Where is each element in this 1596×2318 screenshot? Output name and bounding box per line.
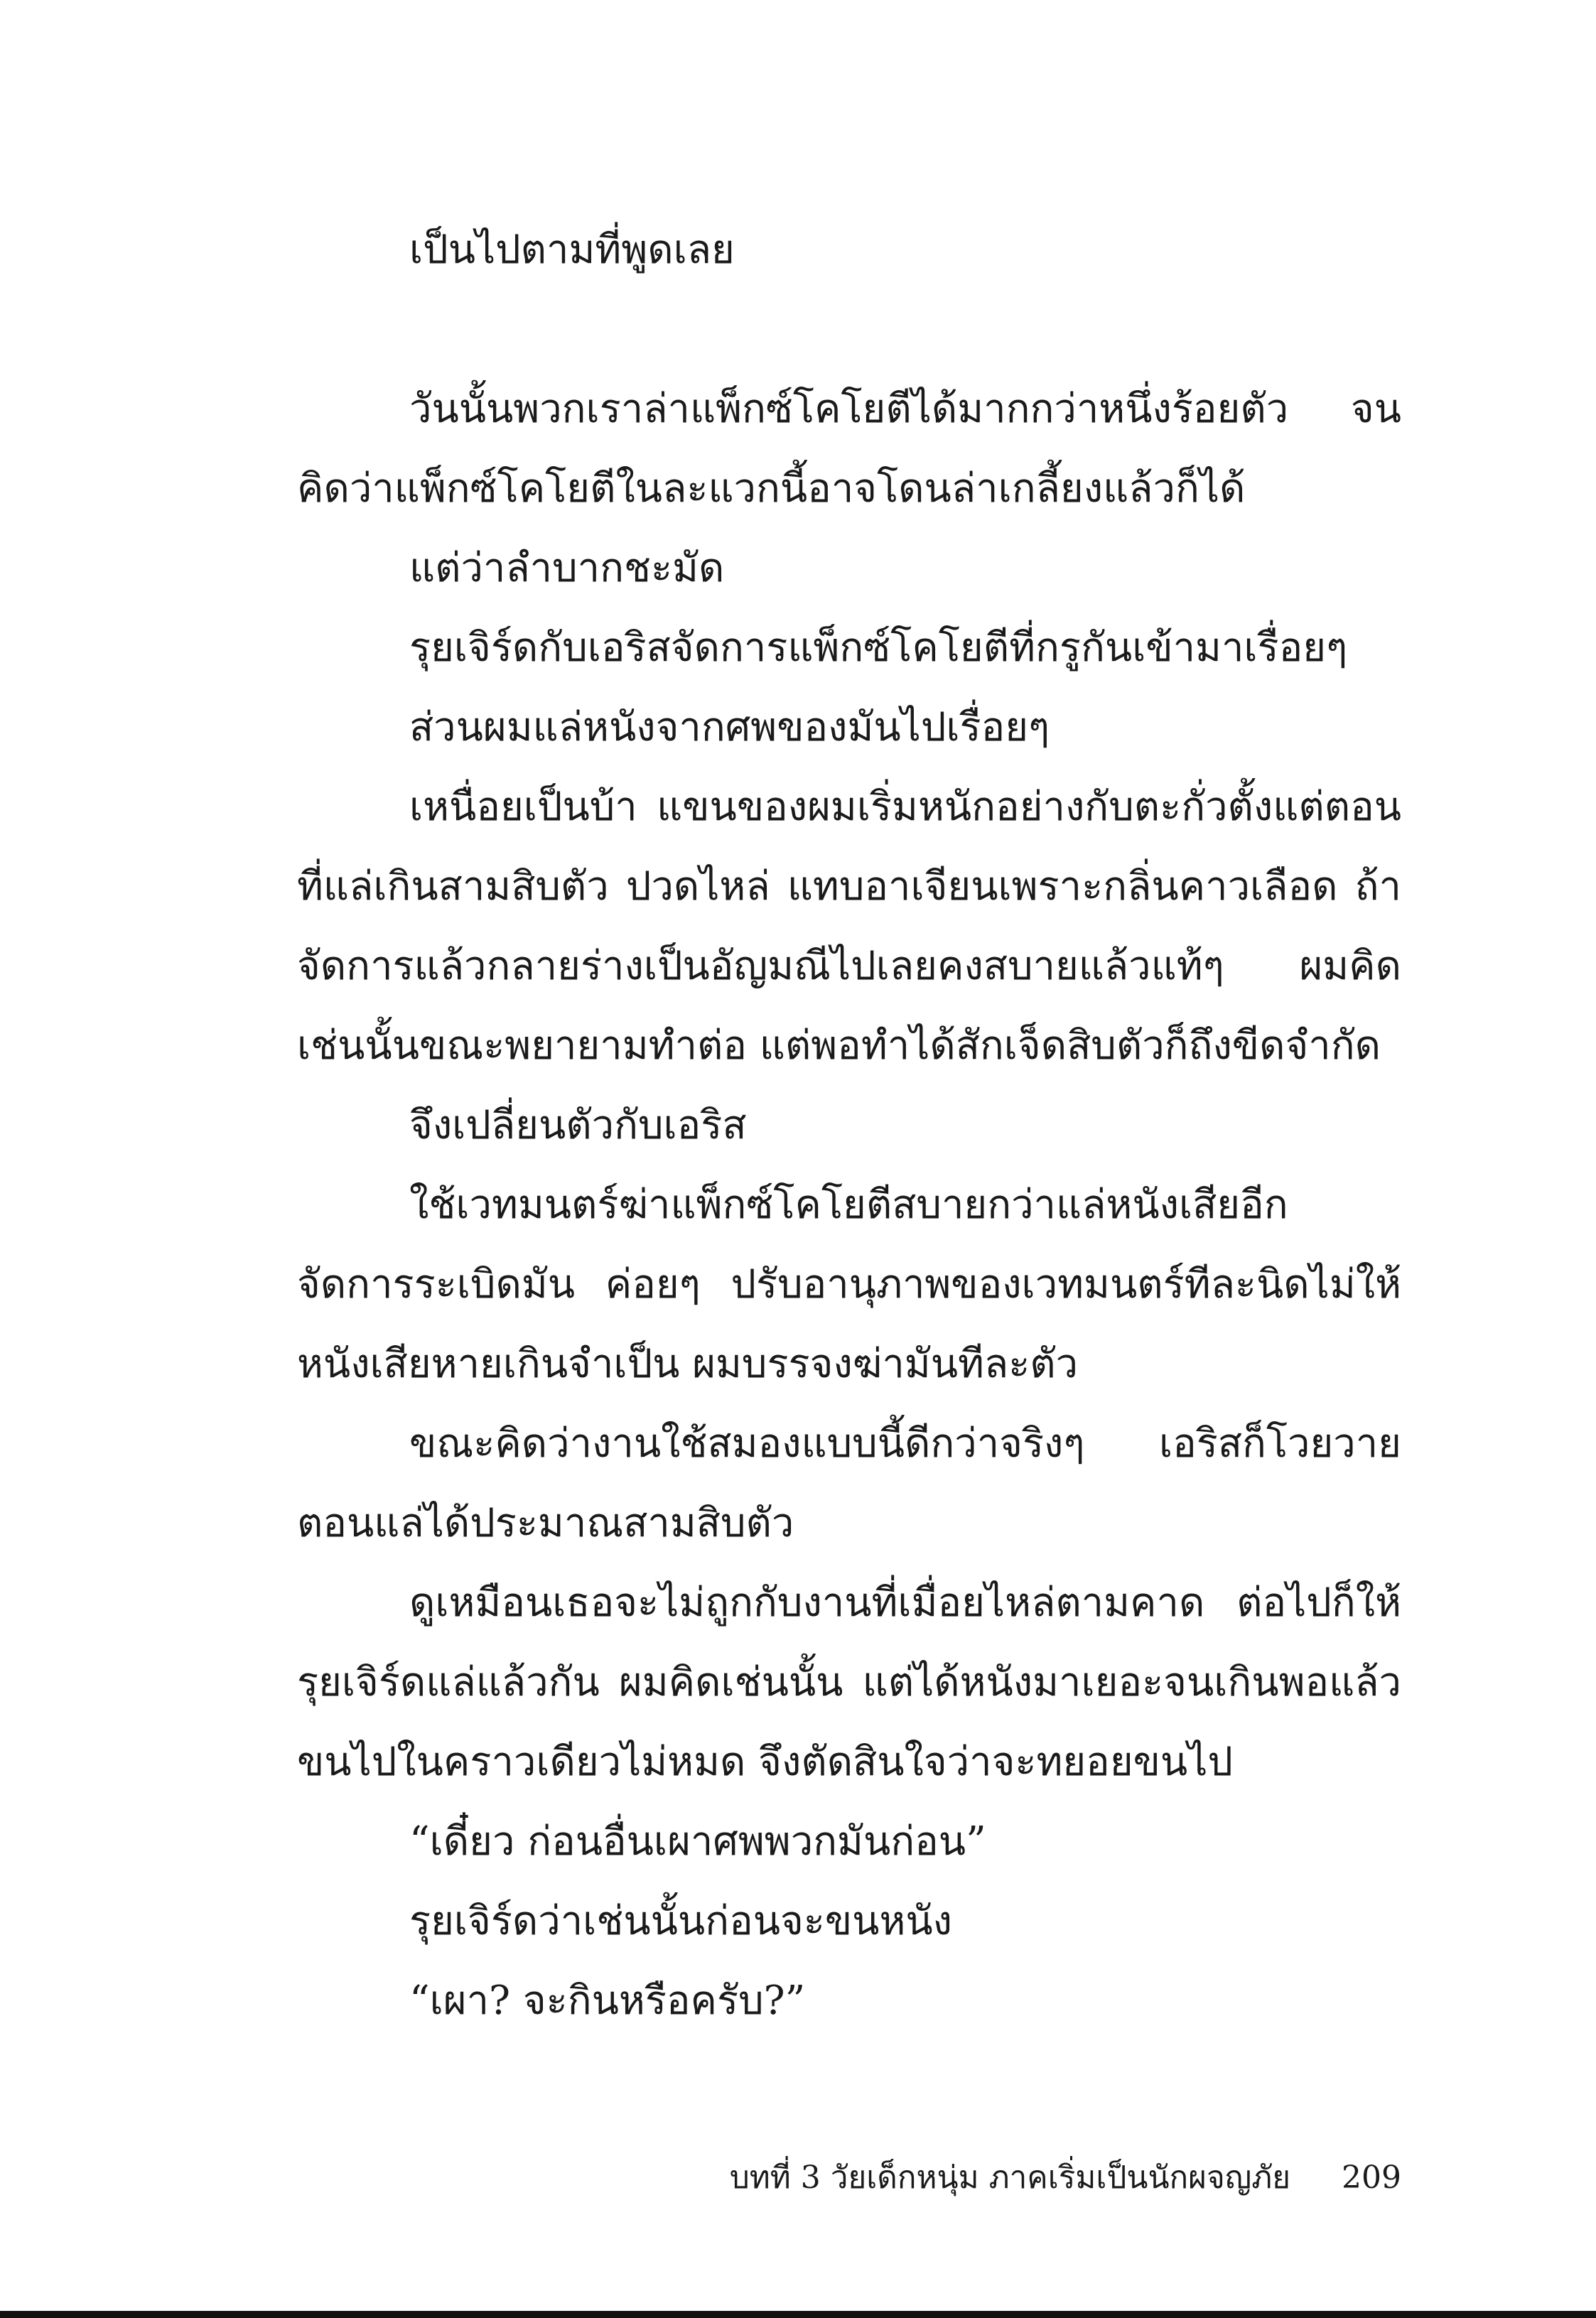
chapter-title: บทที่ 3 วัยเด็กหนุ่ม ภาคเริ่มเป็นนักผจญภัย: [729, 2160, 1291, 2196]
paragraph: จึงเปลี่ยนตัวกับเอริส: [409, 1102, 747, 1148]
paragraph: ดูเหมือนเธอจะไม่ถูกกับงานที่เมื่อยไหล่ตามคาด ต่อไปก็ให้รุยเจิร์ดแล่แล้วกัน ผมคิดเช่นนั้น แต่ได้หนังมาเยอะจนเกินพอแล้ว ขนไปในคราวเดียวไม่หมด จึงตัดสินใจว่าจะทยอยขนไป: [297, 1580, 1401, 1785]
paragraph: ส่วนผมแล่หนังจากศพของมันไปเรื่อยๆ: [409, 704, 1050, 750]
paragraph: เป็นไปตามที่พูดเลย: [409, 227, 735, 273]
body-text: [297, 210, 1401, 2041]
paragraph: แต่ว่าลำบากชะมัด: [409, 545, 725, 591]
bottom-edge-divider: [0, 2311, 1596, 2318]
paragraph: ใช้เวทมนตร์ฆ่าแพ็กซ์โคโยตีสบายกว่าแล่หนังเสียอีก จัดการระเบิดมัน ค่อยๆ ปรับอานุภาพของเวทมนตร์ทีละนิดไม่ให้หนังเสียหายเกินจำเป็น ผมบรรจงฆ่ามันทีละตัว: [297, 1182, 1401, 1387]
page-number: 209: [1342, 2160, 1401, 2196]
paragraph: รุยเจิร์ดกับเอริสจัดการแพ็กซ์โคโยตีที่กรูกันเข้ามาเรื่อยๆ: [409, 625, 1348, 671]
paragraph: เหนื่อยเป็นบ้า แขนของผมเริ่มหนักอย่างกับตะกั่วตั้งแต่ตอนที่แล่เกินสามสิบตัว ปวดไหล่ แทบอาเจียนเพราะกลิ่นคาวเลือด ถ้าจัดการแล้วกลายร่างเป็นอัญมณีไปเลยคงสบายแล้วแท้ๆ ผมคิดเช่นนั้นขณะพยายามทำต่อ แต่พอทำได้สักเจ็ดสิบตัวก็ถึงขีดจำกัด: [297, 784, 1401, 1069]
paragraph: “เผา? จะกินหรือครับ?”: [409, 1978, 806, 2024]
running-footer: [730, 2146, 1401, 2210]
paragraph: ขณะคิดว่างานใช้สมองแบบนี้ดีกว่าจริงๆ เอริสก็โวยวายตอนแล่ได้ประมาณสามสิบตัว: [297, 1421, 1401, 1546]
paragraph: วันนั้นพวกเราล่าแพ็กซ์โคโยตีได้มากกว่าหนึ่งร้อยตัว จนคิดว่าแพ็กซ์โคโยตีในละแวกนี้อาจโดนล่าเกลี้ยงแล้วก็ได้: [297, 386, 1401, 512]
paragraph: รุยเจิร์ดว่าเช่นนั้นก่อนจะขนหนัง: [409, 1898, 952, 1944]
paragraph: “เดี๋ยว ก่อนอื่นเผาศพพวกมันก่อน”: [409, 1818, 986, 1865]
